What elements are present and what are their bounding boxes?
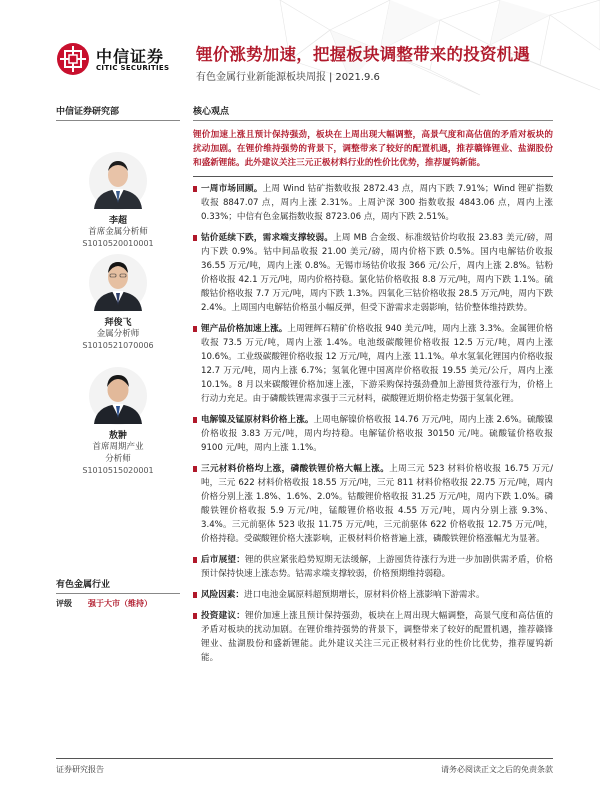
paragraph-text: 锂价加速上涨且预计保持强劲，板块在上周出现大幅调整，高景气度和高估值的矛盾对板块的扰动加剧。在锂价维持强势的背景下，调整带来了较好的配置机遇，推荐赣锋锂业、盐湖股份和盛新锂能。此外建议关注三元正极材料行业的性价比优势，推荐厦钨新能。 xyxy=(201,611,553,663)
analyst-card xyxy=(56,253,180,351)
rating-value: 强于大市（维持） xyxy=(88,599,152,608)
sidebar xyxy=(56,104,180,121)
rating-key: 评级 xyxy=(56,599,72,608)
paragraph-cathode-materials xyxy=(193,462,553,546)
paragraph-text: 上周 Wind 钴矿指数收报 2872.43 点，周内下跌 7.91%；Wind 锂矿指数收报 8847.07 点，周内上涨 2.31%。上周沪深 300 指数收报 4843.06 点，周内上涨 0.33%；中信有色金属指数收报 8723.06 点，周内下跌 2.51%。 xyxy=(201,184,553,222)
paragraph-lead: 投资建议： xyxy=(201,611,246,621)
analyst-card xyxy=(56,366,180,476)
paragraph-text: 上周锂辉石精矿价格收报 940 美元/吨，周内上涨 3.3%。金属锂价格收报 73.5 万元/吨，周内上涨 1.4%。电池级碳酸锂价格收报 12.5 万元/吨，周内上涨 10.6%。工业级碳酸锂价格收报 12 万元/吨，周内上涨 11.1%。单水氢氧化锂国内价格收报 12.7 万元/吨，周内上涨 6.7%；氢氧化锂中国离岸价格收报 19.55 美元/公斤，周内上涨 10.1%。8 月以来碳酸锂价格加速上涨，下游采购保持强劲叠加上游囤货待涨行为，价格上行动力充足。由于磷酸铁锂需求强于三元材料，碳酸锂近期价格走势强于氢氧化锂。 xyxy=(201,324,553,404)
report-category: 有色金属行业新能源板块周报 xyxy=(196,72,326,83)
paragraph-nickel-manganese xyxy=(193,413,553,455)
footer-left: 证券研究报告 xyxy=(56,765,104,774)
analyst-card xyxy=(56,151,180,249)
paragraph-market-review xyxy=(193,182,553,224)
paragraph-investment-advice xyxy=(193,609,553,665)
analyst-name: 敖翀 xyxy=(108,431,127,441)
analyst-role: 首席金属分析师 xyxy=(88,227,148,237)
page-footer xyxy=(56,758,553,775)
industry-label: 有色金属行业 xyxy=(56,577,180,594)
citic-logo-icon xyxy=(56,42,90,76)
analyst-name: 李超 xyxy=(108,216,127,226)
analyst-cert-code: S1010521070006 xyxy=(82,341,154,350)
brand-logo xyxy=(56,42,186,78)
report-header xyxy=(0,0,600,100)
paragraph-outlook xyxy=(193,553,553,581)
analyst-photo xyxy=(88,151,148,211)
footer-right: 请务必阅读正文之后的免责条款 xyxy=(441,765,553,774)
paragraph-lead: 三元材料价格均上涨，磷酸铁锂价格大幅上涨。 xyxy=(201,464,390,474)
paragraph-text: 进口电池金属原料超预期增长，原材料价格上涨影响下游需求。 xyxy=(243,590,485,600)
analyst-role: 首席周期产业 xyxy=(92,442,144,452)
paragraph-lead: 锂产品价格加速上涨。 xyxy=(201,324,288,334)
paragraph-text: 上周三元 523 材料价格收报 16.75 万元/吨，三元 622 材料价格收报 18.55 万元/吨，三元 811 材料价格收报 22.75 万元/吨，周内价格分别上涨 1.8%、1.6%、2.0%。钴酸锂价格收报 31.25 万元/吨，周内下跌 1.0%。磷酸铁锂价格收报 5.9 万元/吨，锰酸锂价格收报 4.55 万元/吨，周内分别上涨 9.3%、3.4%。三元前驱体 523 收报 11.75 万元/吨，三元前驱体 622 价格收报 12.75 万元/吨，价格持稳。受碳酸锂价格大涨影响，正极材料价格普遍上涨，磷酸铁锂价格涨幅尤为显著。 xyxy=(201,464,553,544)
summary-intro: 锂价加速上涨且预计保持强劲，板块在上周出现大幅调整，高景气度和高估值的矛盾对板块的扰动加剧。在锂价维持强势的背景下，调整带来了较好的配置机遇，推荐赣锋锂业、盐湖股份和盛新锂能。此外建议关注三元正极材料行业的性价比优势，推荐厦钨新能。 xyxy=(193,130,553,168)
paragraph-cobalt xyxy=(193,231,553,315)
paragraph-lead: 风险因素： xyxy=(201,590,244,600)
report-title: 锂价涨势加速，把握板块调整带来的投资机遇 xyxy=(196,45,530,64)
analyst-role: 分析师 xyxy=(105,454,131,464)
analyst-cert-code: S1010515020001 xyxy=(82,466,154,475)
paragraph-text: 上周电解镍价格收报 14.76 万元/吨，周内上涨 2.6%。硫酸镍价格收报 3.83 万元/吨，周内均持稳。电解锰价格收报 30150 元/吨。硫酸锰价格收报 9100 元/吨，周内上涨 1.1%。 xyxy=(201,415,553,453)
analyst-photo xyxy=(88,366,148,426)
report-date: 2021.9.6 xyxy=(335,72,380,83)
paragraph-text: 锂的供应紧张趋势短期无法缓解，上游囤货待涨行为进一步加剧供需矛盾，价格预计保持快速上涨态势。钴需求端支撑较弱，价格预期维持弱稳。 xyxy=(201,555,553,579)
divider xyxy=(193,176,553,177)
paragraph-lead: 后市展望： xyxy=(201,555,246,565)
core-views-label: 核心观点 xyxy=(193,104,553,121)
paragraph-lead: 钴价延续下跌，需求端支撑较弱。 xyxy=(201,233,334,243)
analyst-role: 金属分析师 xyxy=(96,329,140,339)
analyst-cert-code: S1010520010001 xyxy=(82,239,154,248)
paragraph-lithium xyxy=(193,322,553,406)
core-views xyxy=(193,104,553,672)
analyst-photo xyxy=(88,253,148,313)
paragraph-lead: 电解镍及锰原材料价格上涨。 xyxy=(201,415,314,425)
report-subtitle: 有色金属行业新能源板块周报 | 2021.9.6 xyxy=(196,72,380,83)
paragraph-text: 上周 MB 合金级、标准级钴价均收报 23.83 美元/磅，周内下跌 0.9%。钴中间品收报 21.00 美元/磅，周内价格下跌 0.5%。国内电解钴价收报 36.55 万元/吨，周内上涨 0.8%。无锡市场钴价收报 366 元/公斤，周内上涨 2.8%。钴粉价格收报 42.1 万元/吨，周内价格持稳。氯化钴价格收报 8.8 万元/吨，周内下跌 1.1%。硫酸钴价格收报 7.7 万元/吨，周内下跌 1.3%。四氧化三钴价格收报 28.5 万元/吨，周内下跌 2.4%。上周国内电解钴价格虽小幅反弹，但受下游需求走弱影响，钴价整体维持跌势。 xyxy=(201,233,553,313)
paragraph-risk xyxy=(193,588,553,602)
team-label: 中信证券研究部 xyxy=(56,104,180,121)
rating-row xyxy=(56,598,180,609)
brand-name-en: CITIC SECURITIES xyxy=(96,64,170,72)
brand-name-cn: 中信证券 xyxy=(96,47,165,66)
industry-rating xyxy=(56,577,180,609)
analyst-name: 拜俊飞 xyxy=(104,318,132,328)
paragraph-lead: 一周市场回顾。 xyxy=(201,184,263,194)
